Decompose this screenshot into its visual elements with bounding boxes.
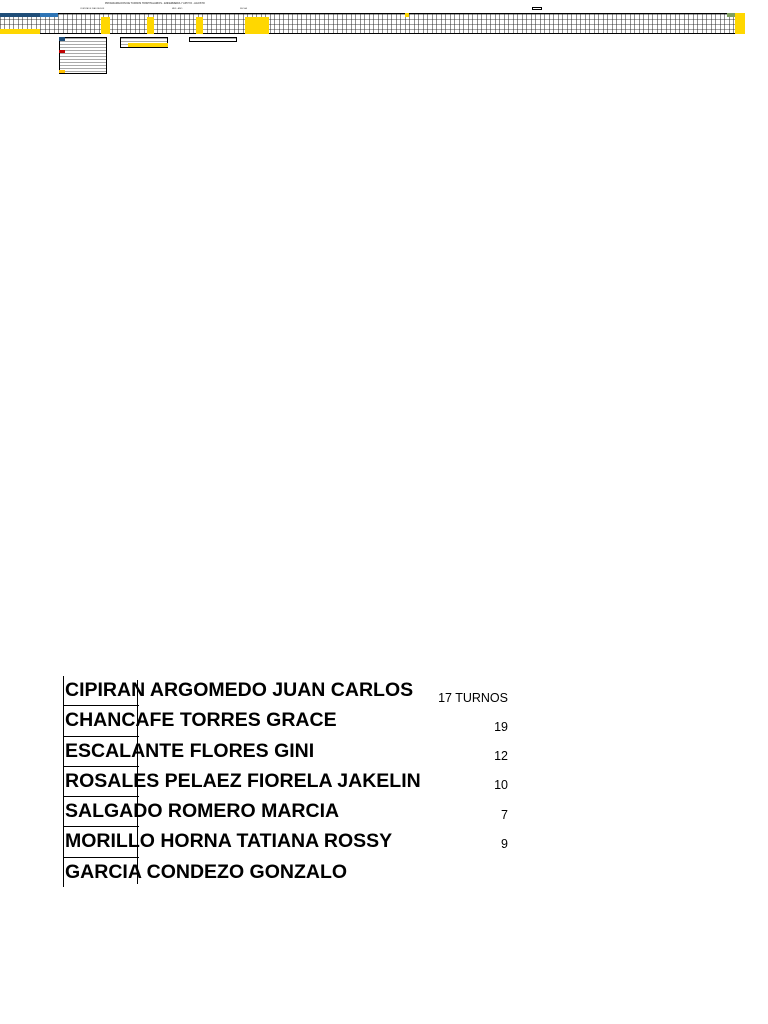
turn-count: 12 [494, 749, 508, 763]
header-green-cell [727, 13, 735, 17]
legend-swatch [128, 43, 168, 47]
staff-name-list [63, 676, 421, 887]
staff-name: CIPIRAN ARGOMEDO JUAN CARLOS [64, 676, 139, 706]
sheet-meta-left: CUENTA DE DIAS SEGUN [80, 8, 105, 10]
turn-count: 7 [501, 808, 508, 822]
legend-swatch [59, 50, 65, 53]
turn-count: 19 [494, 720, 508, 734]
highlight-cell [0, 29, 40, 34]
staff-name: GARCIA CONDEZO GONZALO [65, 860, 348, 883]
legend-box [59, 37, 107, 74]
turn-count: 10 [494, 778, 508, 792]
staff-name: MORILLO HORNA TATIANA ROSSY [64, 827, 139, 857]
legend-swatch [59, 37, 65, 41]
staff-name: ESCALANTE FLORES GINI [64, 737, 139, 767]
staff-name: ROSALES PELAEZ FIORELA JAKELIN [64, 767, 139, 797]
highlight-cell [101, 17, 110, 34]
sheet-title: PROGRAMACION DE TURNOS HOSPITALARIOS - ENFERMERIA Y APOYO - AGOSTO [105, 2, 205, 5]
highlight-cell [245, 17, 269, 34]
grid-header-cell [40, 13, 58, 17]
staff-name: SALGADO ROMERO MARCIA [64, 797, 139, 827]
highlight-cell [196, 17, 203, 34]
schedule-grid [0, 13, 745, 34]
sheet-meta-mid: MES - AÑO [172, 8, 183, 10]
highlight-cell [405, 13, 409, 17]
legend-box [189, 37, 237, 42]
highlight-cell [147, 17, 154, 34]
turn-count: 9 [501, 837, 508, 851]
staff-name: CHANCAFE TORRES GRACE [64, 706, 139, 736]
schedule-sheet-thumbnail [0, 0, 768, 80]
grid-header-cell [0, 13, 40, 17]
turn-count: 17 TURNOS [438, 691, 508, 705]
sheet-meta-right: FECHA [240, 8, 247, 10]
legend-swatch [59, 70, 65, 73]
sheet-small-box [532, 7, 542, 10]
highlight-cell [735, 13, 745, 34]
